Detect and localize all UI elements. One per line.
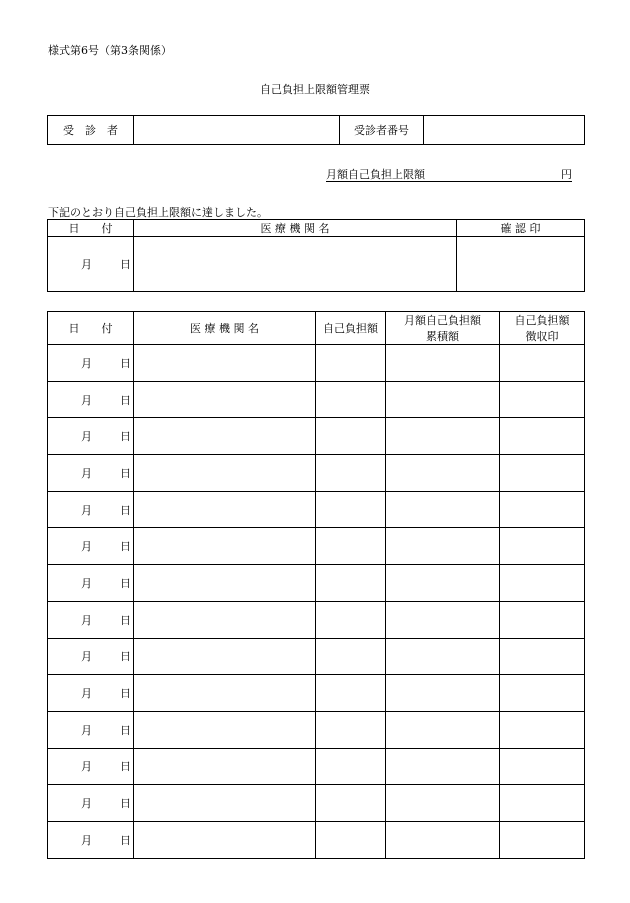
table-row — [48, 675, 585, 712]
reached-statement: 下記のとおり自己負担上限額に達しました。 — [48, 206, 268, 219]
seal-cell[interactable] — [500, 381, 585, 418]
day-label: 日 — [120, 613, 131, 627]
limit-reached-table — [47, 219, 585, 292]
month-label: 月 — [81, 503, 92, 517]
copay-cell[interactable] — [316, 381, 386, 418]
cumulative-cell[interactable] — [386, 528, 500, 565]
table-row — [48, 785, 585, 822]
month-label: 月 — [81, 650, 92, 664]
copay-cell[interactable] — [316, 821, 386, 858]
reach-date-cell[interactable] — [48, 237, 134, 292]
patient-number-field[interactable] — [424, 116, 585, 145]
seal-cell[interactable] — [500, 418, 585, 455]
reach-header-institution: 医 療 機 関 名 — [134, 220, 457, 237]
copay-cell[interactable] — [316, 345, 386, 382]
month-label: 月 — [81, 613, 92, 627]
patient-info-table — [47, 115, 585, 145]
monthly-limit-unit: 円 — [561, 168, 572, 181]
table-row — [48, 345, 585, 382]
table-row — [48, 601, 585, 638]
date-cell[interactable] — [48, 345, 134, 382]
day-label: 日 — [120, 650, 131, 664]
header-institution: 医 療 機 関 名 — [134, 312, 316, 345]
day-label: 日 — [120, 503, 131, 517]
date-cell[interactable] — [48, 638, 134, 675]
header-cumulative-line2: 累積額 — [426, 330, 459, 343]
copay-cell[interactable] — [316, 675, 386, 712]
institution-cell[interactable] — [134, 528, 316, 565]
header-seal — [500, 312, 585, 345]
date-cell[interactable] — [48, 381, 134, 418]
seal-cell[interactable] — [500, 785, 585, 822]
copay-cell[interactable] — [316, 638, 386, 675]
date-cell[interactable] — [48, 528, 134, 565]
month-label: 月 — [81, 430, 92, 444]
institution-cell[interactable] — [134, 748, 316, 785]
institution-cell[interactable] — [134, 638, 316, 675]
day-label: 日 — [120, 760, 131, 774]
header-cumulative-line1: 月額自己負担額 — [404, 314, 481, 327]
table-row — [48, 455, 585, 492]
cumulative-cell[interactable] — [386, 675, 500, 712]
institution-cell[interactable] — [134, 675, 316, 712]
header-date: 日 付 — [48, 312, 134, 345]
seal-cell[interactable] — [500, 675, 585, 712]
institution-cell[interactable] — [134, 418, 316, 455]
copay-cell[interactable] — [316, 528, 386, 565]
copay-cell[interactable] — [316, 711, 386, 748]
seal-cell[interactable] — [500, 601, 585, 638]
patient-label: 受 診 者 — [48, 116, 134, 145]
date-cell[interactable] — [48, 711, 134, 748]
institution-cell[interactable] — [134, 785, 316, 822]
month-label: 月 — [81, 576, 92, 590]
copay-cell[interactable] — [316, 748, 386, 785]
header-copay: 自己負担額 — [316, 312, 386, 345]
day-label: 日 — [120, 466, 131, 480]
date-cell[interactable] — [48, 675, 134, 712]
table-row — [48, 565, 585, 602]
institution-cell[interactable] — [134, 455, 316, 492]
table-row — [48, 418, 585, 455]
institution-cell[interactable] — [134, 821, 316, 858]
seal-cell[interactable] — [500, 455, 585, 492]
table-row — [48, 748, 585, 785]
cumulative-cell[interactable] — [386, 455, 500, 492]
header-seal-line1: 自己負担額 — [514, 314, 570, 327]
cumulative-cell[interactable] — [386, 565, 500, 602]
seal-cell[interactable] — [500, 491, 585, 528]
day-label: 日 — [120, 430, 131, 444]
form-number: 様式第6号（第3条関係） — [48, 44, 172, 57]
copay-cell[interactable] — [316, 455, 386, 492]
institution-cell[interactable] — [134, 565, 316, 602]
cumulative-cell[interactable] — [386, 785, 500, 822]
date-cell[interactable] — [48, 455, 134, 492]
cumulative-cell[interactable] — [386, 748, 500, 785]
cumulative-cell[interactable] — [386, 711, 500, 748]
seal-cell[interactable] — [500, 821, 585, 858]
month-label: 月 — [81, 833, 92, 847]
cumulative-cell[interactable] — [386, 381, 500, 418]
cumulative-cell[interactable] — [386, 601, 500, 638]
month-label: 月 — [81, 540, 92, 554]
page-title: 自己負担上限額管理票 — [260, 83, 370, 96]
date-cell[interactable] — [48, 491, 134, 528]
month-label: 月 — [81, 723, 92, 737]
seal-cell[interactable] — [500, 711, 585, 748]
monthly-limit-label: 月額自己負担上限額 — [326, 168, 425, 181]
seal-cell[interactable] — [500, 748, 585, 785]
day-label: 日 — [120, 723, 131, 737]
reach-institution-cell[interactable] — [134, 237, 457, 292]
date-cell[interactable] — [48, 821, 134, 858]
header-cumulative — [386, 312, 500, 345]
table-row — [48, 711, 585, 748]
copay-cell[interactable] — [316, 491, 386, 528]
day-label: 日 — [120, 356, 131, 370]
date-cell[interactable] — [48, 748, 134, 785]
cumulative-cell[interactable] — [386, 418, 500, 455]
cumulative-cell[interactable] — [386, 821, 500, 858]
copay-cell[interactable] — [316, 785, 386, 822]
seal-cell[interactable] — [500, 565, 585, 602]
day-label: 日 — [120, 393, 131, 407]
reach-seal-cell[interactable] — [457, 237, 585, 292]
copay-cell[interactable] — [316, 601, 386, 638]
institution-cell[interactable] — [134, 491, 316, 528]
copay-cell[interactable] — [316, 418, 386, 455]
date-cell[interactable] — [48, 565, 134, 602]
seal-cell[interactable] — [500, 528, 585, 565]
seal-cell[interactable] — [500, 345, 585, 382]
date-cell[interactable] — [48, 785, 134, 822]
month-label: 月 — [81, 466, 92, 480]
patient-number-label: 受診者番号 — [340, 116, 424, 145]
copay-cell[interactable] — [316, 565, 386, 602]
monthly-limit-line — [326, 166, 572, 182]
month-label: 月 — [81, 258, 92, 271]
month-label: 月 — [81, 687, 92, 701]
day-label: 日 — [120, 687, 131, 701]
month-label: 月 — [81, 760, 92, 774]
header-seal-line2: 徴収印 — [525, 330, 559, 343]
date-cell[interactable] — [48, 601, 134, 638]
month-label: 月 — [81, 393, 92, 407]
copay-record-table — [47, 311, 585, 859]
day-label: 日 — [120, 258, 131, 271]
reach-header-seal: 確 認 印 — [457, 220, 585, 237]
seal-cell[interactable] — [500, 638, 585, 675]
table-row — [48, 381, 585, 418]
cumulative-cell[interactable] — [386, 638, 500, 675]
patient-name-field[interactable] — [134, 116, 340, 145]
table-row — [48, 491, 585, 528]
reach-header-date: 日 付 — [48, 220, 134, 237]
day-label: 日 — [120, 797, 131, 811]
day-label: 日 — [120, 576, 131, 590]
institution-cell[interactable] — [134, 601, 316, 638]
table-row — [48, 528, 585, 565]
month-label: 月 — [81, 356, 92, 370]
date-cell[interactable] — [48, 418, 134, 455]
day-label: 日 — [120, 540, 131, 554]
institution-cell[interactable] — [134, 345, 316, 382]
table-row — [48, 638, 585, 675]
day-label: 日 — [120, 833, 131, 847]
table-row — [48, 821, 585, 858]
cumulative-cell[interactable] — [386, 345, 500, 382]
cumulative-cell[interactable] — [386, 491, 500, 528]
institution-cell[interactable] — [134, 711, 316, 748]
institution-cell[interactable] — [134, 381, 316, 418]
month-label: 月 — [81, 797, 92, 811]
